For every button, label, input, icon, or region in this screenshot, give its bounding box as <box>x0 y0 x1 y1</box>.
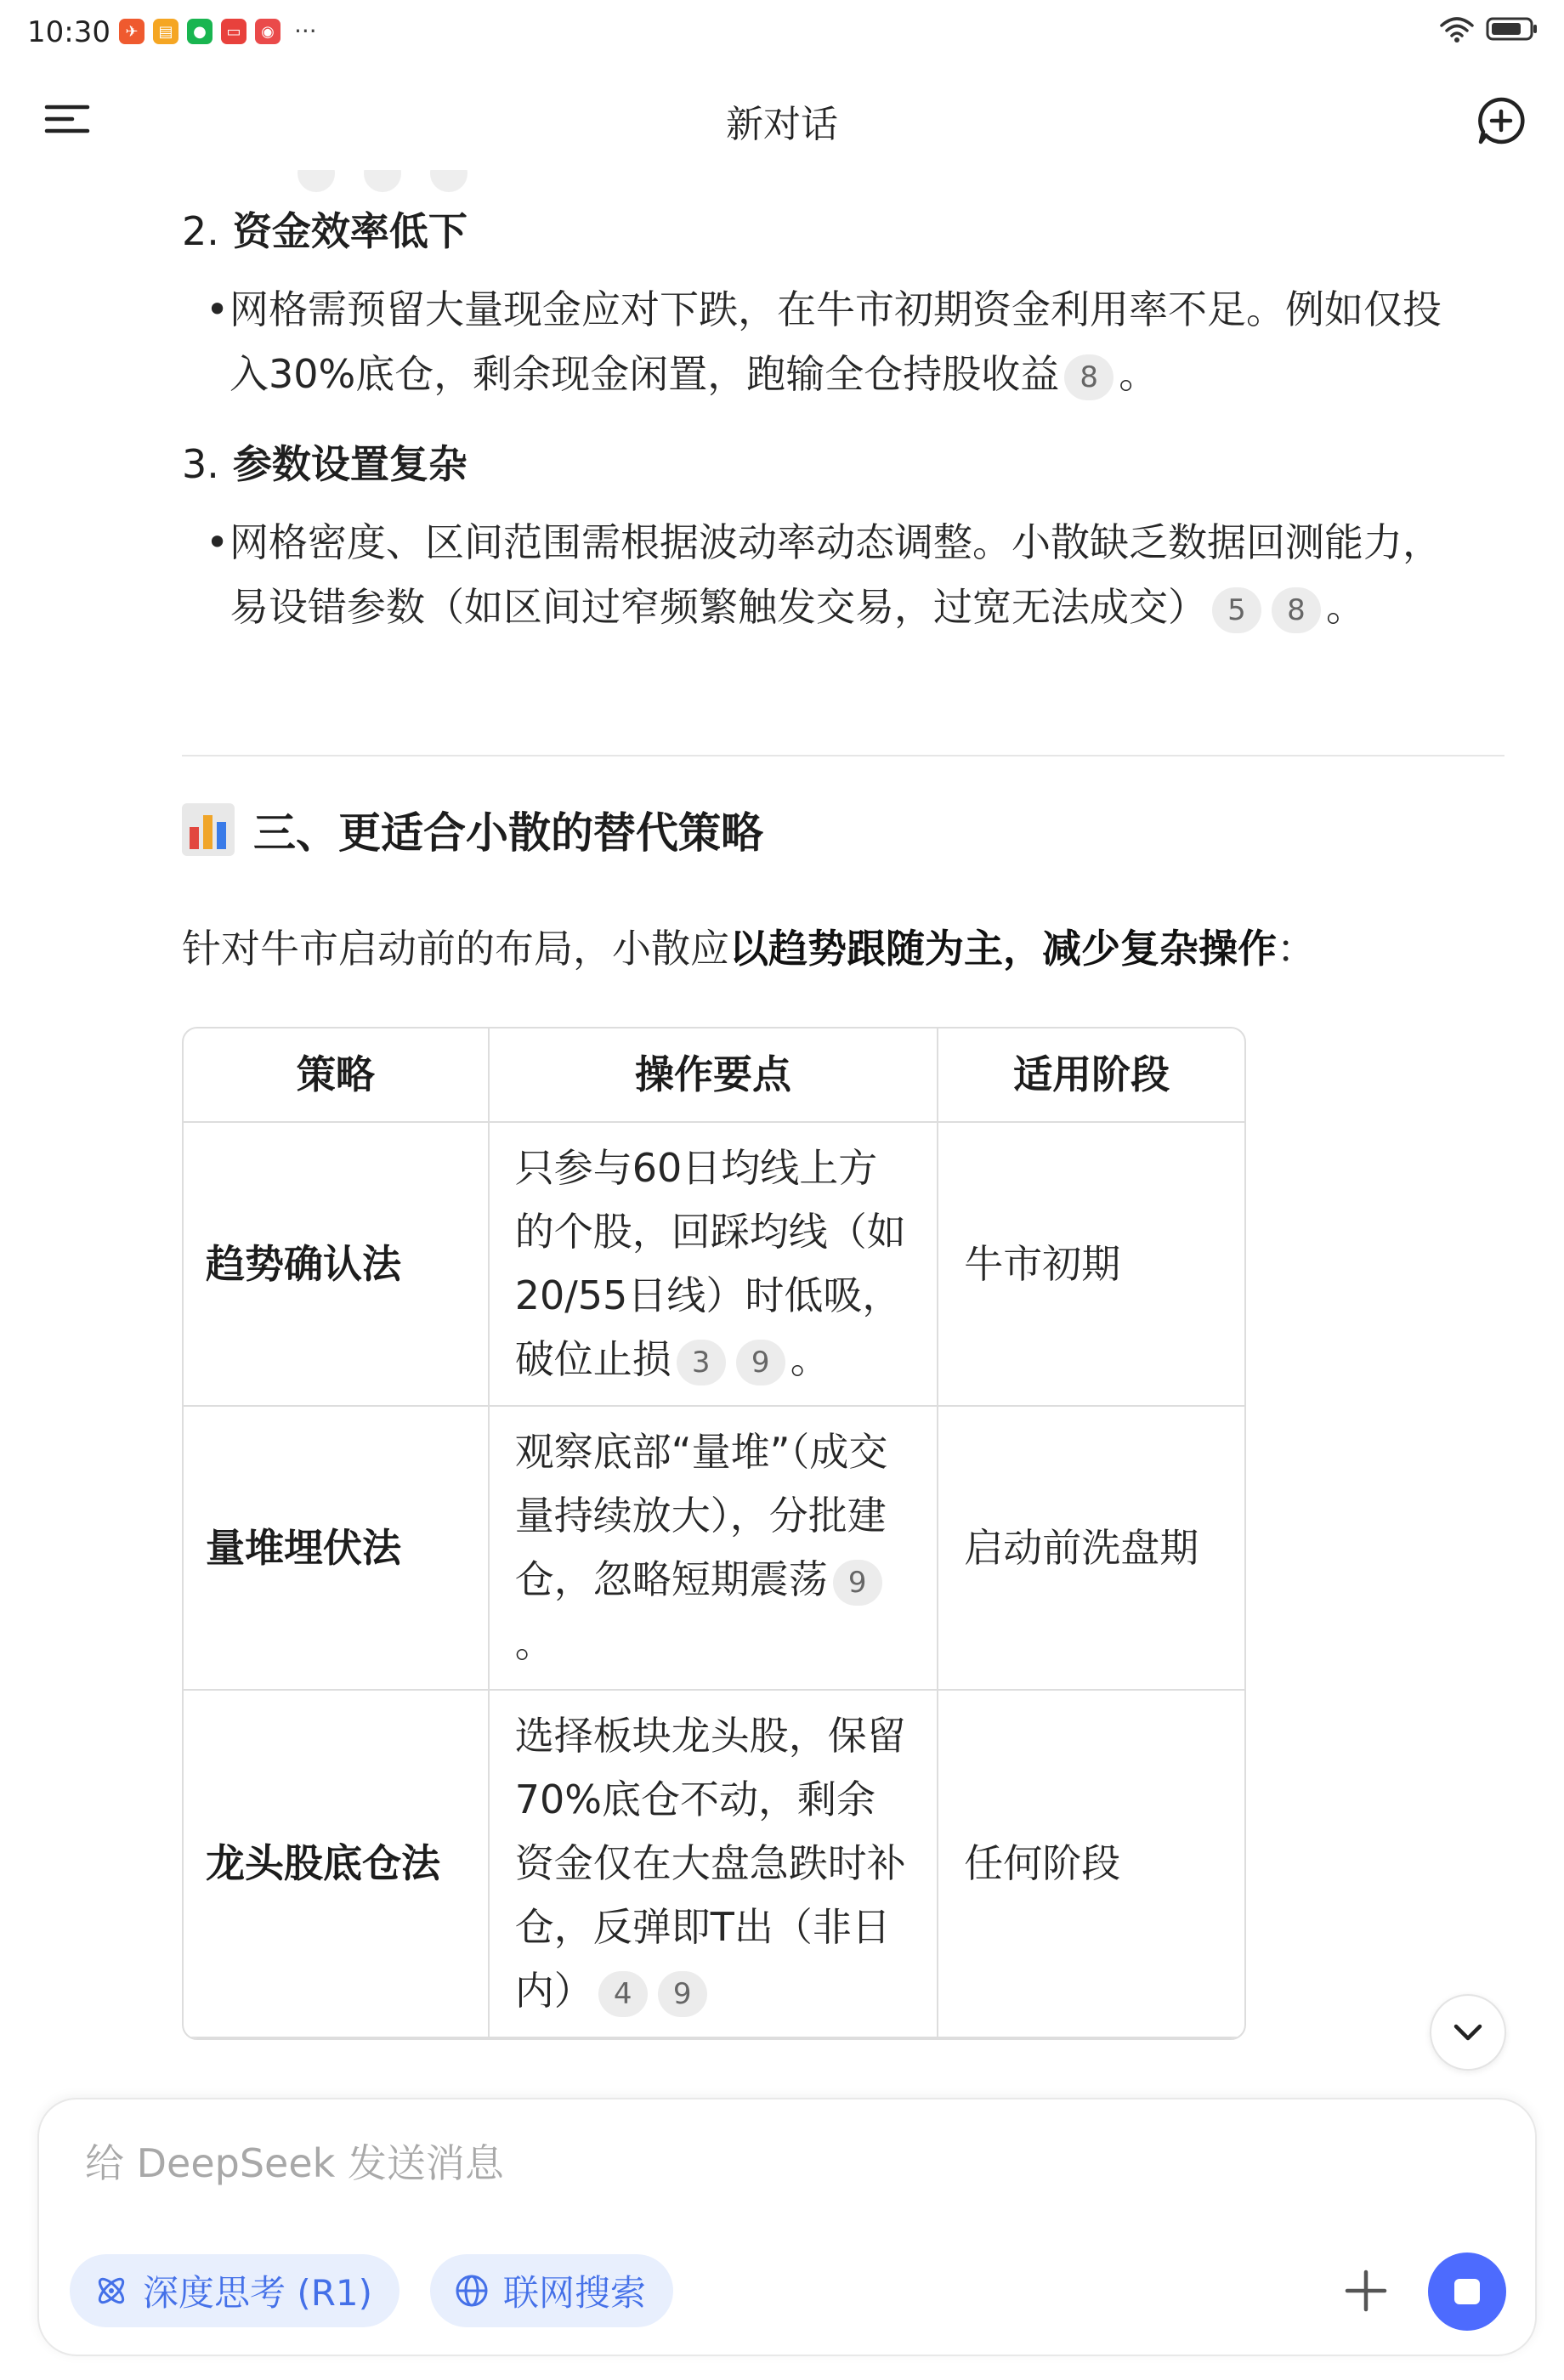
atom-icon <box>94 2273 129 2309</box>
points-text: 观察底部“量堆”（成交量持续放大），分批建仓，忽略短期震荡 <box>514 1429 888 1602</box>
deep-think-label: 深度思考 (R1) <box>143 2272 373 2314</box>
numbered-heading <box>182 434 468 490</box>
app-header <box>0 68 1564 170</box>
stage-cell: 任何阶段 <box>938 1690 1244 2037</box>
partial-citation-row <box>298 170 468 192</box>
citation-badge[interactable]: 5 <box>1212 587 1261 633</box>
chevron-down-icon <box>1451 2022 1485 2043</box>
status-bar <box>0 0 1564 68</box>
citation-badge[interactable]: 9 <box>658 1971 707 2017</box>
points-text: 只参与60日均线上方的个股，回踩均线（如20/55日线）时低吸，破位止损 <box>514 1145 906 1382</box>
status-time: 10:30 <box>27 15 110 49</box>
attach-button[interactable] <box>1336 2261 1396 2320</box>
wifi-icon <box>1440 15 1474 42</box>
citation-badge[interactable]: 8 <box>1272 587 1321 633</box>
citation-chip <box>298 170 335 192</box>
strategy-cell: 趋势确认法 <box>184 1122 489 1406</box>
chat-content <box>0 170 1564 2091</box>
bar-chart-icon <box>182 803 235 856</box>
stop-generation-button[interactable] <box>1428 2252 1506 2331</box>
message-input[interactable] <box>85 2140 1360 2186</box>
section-heading <box>182 799 763 860</box>
table-header-row <box>184 1028 1244 1122</box>
sentence-end: 。 <box>1119 351 1159 397</box>
table-row <box>184 1406 1244 1690</box>
weibo-app-icon: ◉ <box>255 19 280 44</box>
table-row <box>184 1122 1244 1406</box>
column-header: 适用阶段 <box>938 1028 1244 1122</box>
bullet-dot: • <box>206 286 230 332</box>
intro-paragraph <box>182 918 1316 974</box>
citation-badge[interactable]: 8 <box>1064 354 1114 400</box>
item-title: 参数设置复杂 <box>232 441 468 487</box>
stage-cell: 牛市初期 <box>938 1122 1244 1406</box>
mail-app-icon: ▭ <box>221 19 246 44</box>
points-text: 选择板块龙头股，保留70%底仓不动，剩余资金仅在大盘急跌时补仓，反弹即T出（非日内） <box>514 1713 906 2014</box>
wechat-app-icon: ● <box>187 19 212 44</box>
bullet-text: 网格需预留大量现金应对下跌，在牛市初期资金利用率不足。例如仅投入30%底仓，剩余现金闲置，跑输全仓持股收益 <box>230 286 1442 397</box>
item-number: 3. <box>182 441 219 487</box>
strategy-cell: 龙头股底仓法 <box>184 1690 489 2037</box>
intro-prefix: 针对牛市启动前的布局，小散应 <box>182 926 729 972</box>
points-cell <box>489 1122 938 1406</box>
bullet-text: 网格密度、区间范围需根据波动率动态调整。小散缺乏数据回测能力，易设错参数（如区间过窄频繁触发交易，过宽无法成交） <box>230 519 1442 630</box>
strategy-table <box>182 1027 1246 2040</box>
stop-icon <box>1454 2279 1480 2304</box>
more-notifications-icon: ··· <box>294 17 317 45</box>
citation-badge[interactable]: 9 <box>736 1340 785 1386</box>
bullet-paragraph <box>206 510 1479 639</box>
bullet-paragraph <box>206 277 1479 406</box>
battery-icon <box>1486 15 1538 42</box>
points-cell <box>489 1406 938 1690</box>
sentence-end: 。 <box>1326 584 1365 630</box>
intro-suffix: ： <box>1277 926 1316 972</box>
strategy-cell: 量堆埋伏法 <box>184 1406 489 1690</box>
web-search-toggle[interactable] <box>430 2254 673 2327</box>
citation-badge[interactable]: 3 <box>677 1340 726 1386</box>
citation-chip <box>430 170 468 192</box>
numbered-heading <box>182 201 468 257</box>
page-title: 新对话 <box>726 103 838 146</box>
intro-bold: 以趋势跟随为主，减少复杂操作 <box>729 926 1277 972</box>
citation-chip <box>364 170 401 192</box>
sentence-end: 。 <box>514 1620 554 1666</box>
item-number: 2. <box>182 208 219 254</box>
new-chat-icon[interactable] <box>1476 95 1527 146</box>
sentence-end: 。 <box>790 1336 830 1382</box>
globe-icon <box>454 2273 490 2309</box>
notes-app-icon: ▤ <box>153 19 178 44</box>
section-title: 三、更适合小散的替代策略 <box>253 808 763 858</box>
item-title: 资金效率低下 <box>232 208 468 254</box>
section-divider <box>182 755 1504 756</box>
deep-think-toggle[interactable] <box>70 2254 400 2327</box>
citation-badge[interactable]: 4 <box>598 1971 648 2017</box>
web-search-label: 联网搜索 <box>503 2272 647 2314</box>
notification-icons <box>119 19 317 44</box>
citation-badge[interactable]: 9 <box>833 1560 882 1606</box>
plus-icon <box>1342 2267 1390 2315</box>
points-cell <box>489 1690 938 2037</box>
status-right <box>1440 15 1538 42</box>
column-header: 策略 <box>184 1028 489 1122</box>
column-header: 操作要点 <box>489 1028 938 1122</box>
telegram-app-icon: ✈ <box>119 19 144 44</box>
table-row <box>184 1690 1244 2037</box>
message-composer <box>37 2098 1537 2356</box>
bullet-dot: • <box>206 519 230 565</box>
stage-cell: 启动前洗盘期 <box>938 1406 1244 1690</box>
scroll-to-bottom-button[interactable] <box>1430 1994 1506 2071</box>
